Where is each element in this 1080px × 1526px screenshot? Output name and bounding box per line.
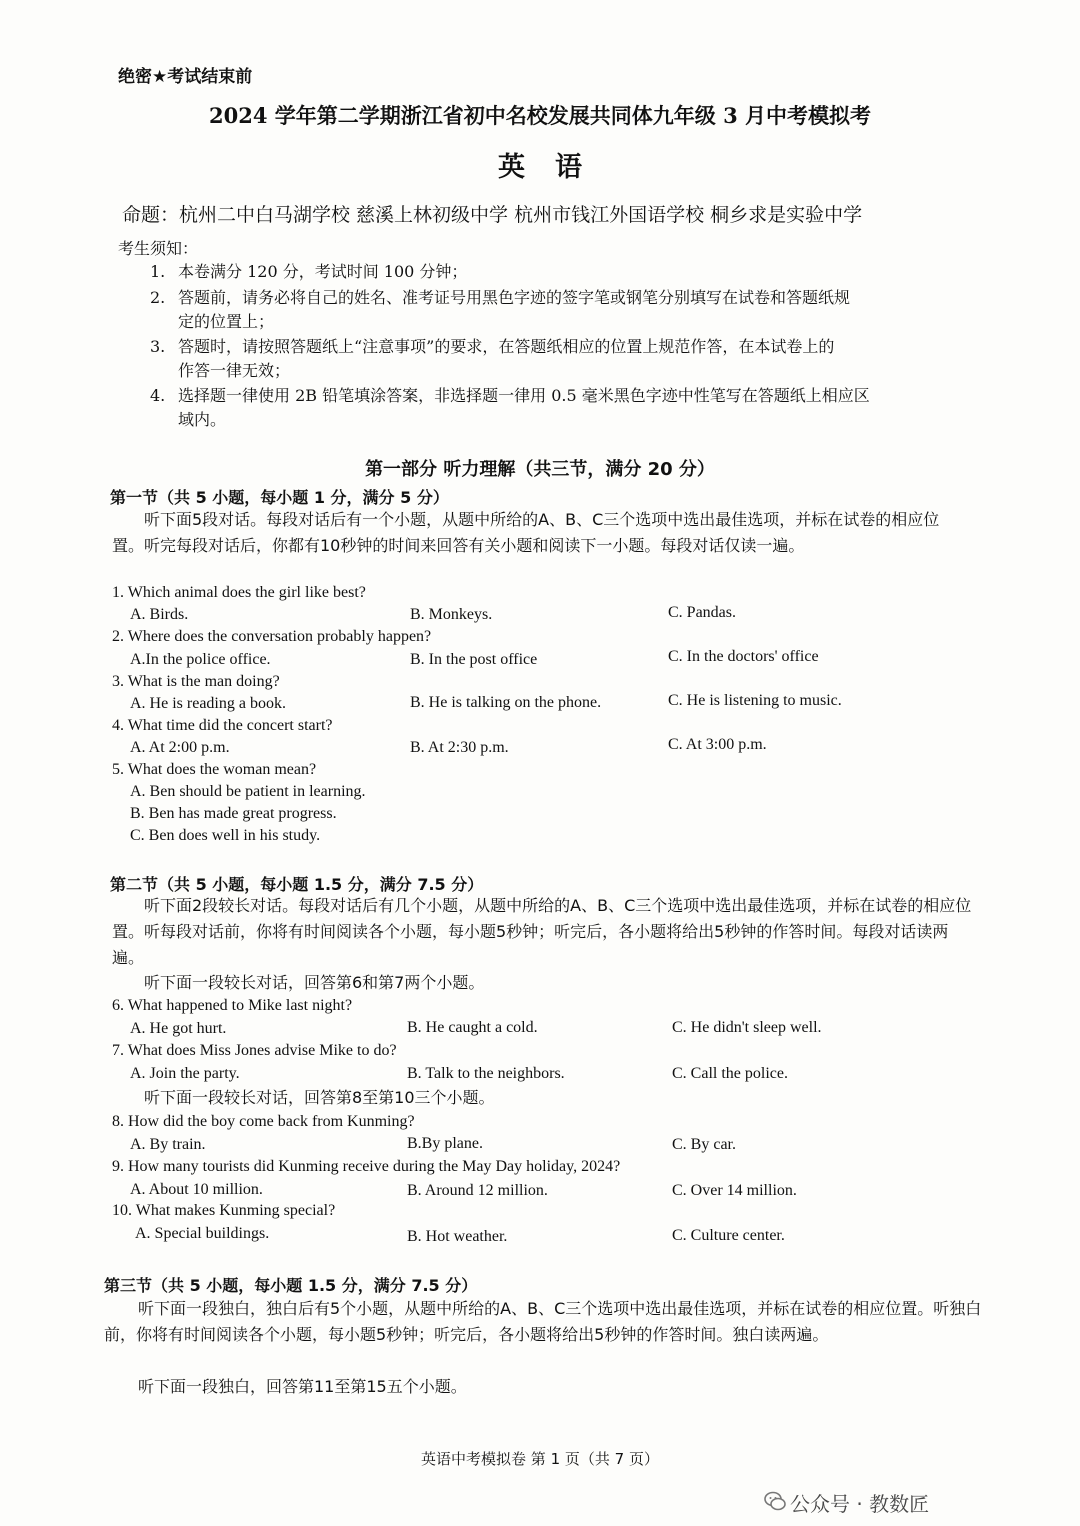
option-3b: B. He is talking on the phone. [410, 694, 602, 711]
option-6b: B. He caught a cold. [407, 1019, 538, 1036]
page-footer: 英语中考模拟卷 第 1 页（共 7 页） [421, 1450, 659, 1468]
option-7a: A. Join the party. [130, 1065, 240, 1082]
option-5c: C. Ben does well in his study. [130, 827, 321, 844]
option-5b: B. Ben has made great progress. [130, 805, 337, 822]
option-7c: C. Call the police. [672, 1065, 788, 1082]
option-7b: B. Talk to the neighbors. [407, 1065, 565, 1082]
section2-lead-1: 听下面一段较长对话，回答第6和第7两个小题。 [144, 973, 485, 992]
option-5a: A. Ben should be patient in learning. [130, 783, 366, 800]
notice-text-cont: 域内。 [178, 410, 227, 429]
option-3c: C. He is listening to music. [668, 692, 842, 709]
question-10: 10. What makes Kunming special? [112, 1202, 336, 1219]
confidential-label: 绝密★考试结束前 [118, 67, 253, 87]
notice-num: 4. [150, 386, 166, 405]
question-6: 6. What happened to Mike last night? [112, 997, 353, 1014]
option-9b: B. Around 12 million. [407, 1182, 548, 1199]
subject-title: 英语 [498, 152, 612, 183]
notice-item [150, 335, 834, 383]
section3-lead: 听下面一段独白，回答第11至第15五个小题。 [138, 1377, 467, 1396]
notice-text: 答题时，请按照答题纸上“注意事项”的要求，在答题纸相应的位置上规范作答，在本试卷上的 [178, 337, 835, 356]
question-7: 7. What does Miss Jones advise Mike to do? [112, 1042, 397, 1059]
question-8: 8. How did the boy come back from Kunming? [112, 1113, 415, 1130]
option-8b: B.By plane. [407, 1135, 483, 1152]
section3-instructions: 听下面一段独白，独白后有5个小题，从题中所给的A、B、C三个选项中选出最佳选项，并标在试卷的相应位置。听独白前，你将有时间阅读各个小题，每小题5秒钟；听完后，各小题将给出5秒钟的作答时间。独白读两遍。 [104, 1299, 982, 1344]
authors-line: 命题：杭州二中白马湖学校 慈溪上林初级中学 杭州市钱江外国语学校 桐乡求是实验中学 [122, 204, 863, 226]
notice-text: 选择题一律使用 2B 铅笔填涂答案，非选择题一律用 0.5 毫米黑色字迹中性笔写在答题纸上相应区 [178, 386, 870, 405]
question-1: 1. Which animal does the girl like best? [112, 584, 366, 601]
notice-heading: 考生须知： [118, 239, 199, 258]
question-4: 4. What time did the concert start? [112, 717, 333, 734]
option-4a: A. At 2:00 p.m. [130, 739, 230, 756]
option-1b: B. Monkeys. [410, 606, 493, 623]
option-1c: C. Pandas. [668, 604, 736, 621]
notice-num: 3. [150, 337, 166, 356]
option-8c: C. By car. [672, 1136, 736, 1153]
question-9: 9. How many tourists did Kunming receive during the May Day holiday, 2024? [112, 1158, 621, 1175]
option-10c: C. Culture center. [672, 1227, 785, 1244]
notice-item [150, 384, 870, 432]
option-9a: A. About 10 million. [130, 1181, 263, 1198]
option-2b: B. In the post office [410, 651, 538, 668]
option-4c: C. At 3:00 p.m. [668, 736, 767, 753]
question-3: 3. What is the man doing? [112, 673, 280, 690]
section2-heading: 第二节（共 5 小题，每小题 1.5 分，满分 7.5 分） [110, 875, 484, 894]
part1-title: 第一部分 听力理解（共三节，满分 20 分） [365, 459, 715, 480]
notice-item [150, 286, 850, 334]
section3-heading: 第三节（共 5 小题，每小题 1.5 分，满分 7.5 分） [104, 1276, 478, 1295]
watermark: 公众号 · 教数匠 [790, 1492, 930, 1516]
section2-lead-2: 听下面一段较长对话，回答第8至第10三个小题。 [144, 1088, 495, 1107]
notice-text-cont: 作答一律无效； [178, 361, 291, 380]
notice-text-cont: 定的位置上； [178, 312, 275, 331]
option-4b: B. At 2:30 p.m. [410, 739, 509, 756]
option-10a: A. Special buildings. [135, 1225, 270, 1242]
notice-num: 1. [150, 262, 166, 281]
section2-instructions: 听下面2段较长对话。每段对话后有几个小题，从题中所给的A、B、C三个选项中选出最佳选项，并标在试卷的相应位置。听每段对话前，你将有时间阅读各个小题，每小题5秒钟；听完后，各小题将给出5秒钟的作答时间。每段对话读两遍。 [112, 896, 972, 967]
question-5: 5. What does the woman mean? [112, 761, 317, 778]
section1-instructions: 听下面5段对话。每段对话后有一个小题，从题中所给的A、B、C三个选项中选出最佳选项，并标在试卷的相应位置。听完每段对话后，你都有10秒钟的时间来回答有关小题和阅读下一小题。每段对话仅读一遍。 [112, 510, 940, 555]
option-8a: A. By train. [130, 1136, 206, 1153]
exam-title: 2024 学年第二学期浙江省初中名校发展共同体九年级 3 月中考模拟考 [209, 103, 871, 128]
question-2: 2. Where does the conversation probably happen? [112, 628, 432, 645]
notice-text: 答题前，请务必将自己的姓名、准考证号用黑色字迹的签字笔或钢笔分别填写在试卷和答题纸规 [178, 288, 851, 307]
option-2c: C. In the doctors' office [668, 648, 819, 665]
option-9c: C. Over 14 million. [672, 1182, 797, 1199]
option-3a: A. He is reading a book. [130, 695, 286, 712]
notice-item [150, 260, 467, 284]
section1-heading: 第一节（共 5 小题，每小题 1 分，满分 5 分） [110, 488, 449, 507]
option-1a: A. Birds. [130, 606, 189, 623]
option-10b: B. Hot weather. [407, 1228, 508, 1245]
notice-num: 2. [150, 288, 166, 307]
option-6a: A. He got hurt. [130, 1020, 227, 1037]
option-6c: C. He didn't sleep well. [672, 1019, 822, 1036]
wechat-icon [764, 1490, 786, 1512]
notice-text: 本卷满分 120 分，考试时间 100 分钟； [178, 262, 468, 281]
option-2a: A.In the police office. [130, 651, 271, 668]
